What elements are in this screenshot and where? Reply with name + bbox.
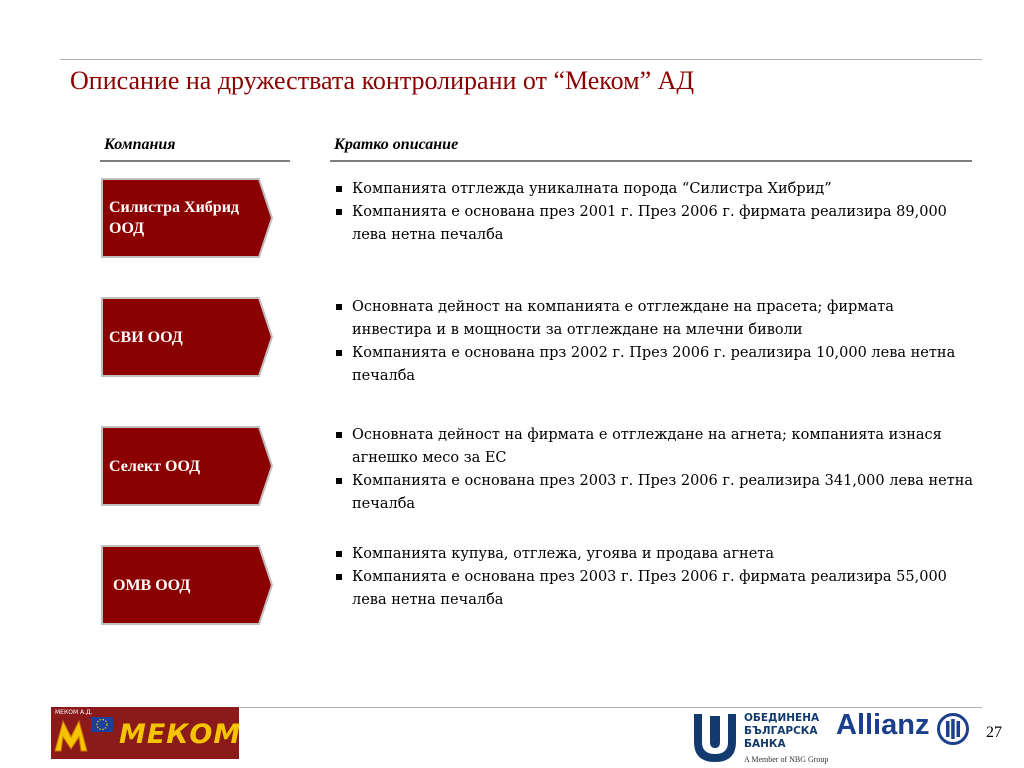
footer-rule xyxy=(240,707,982,708)
description-bullet: Компанията отглежда уникалната порода “Силистра Хибрид” xyxy=(334,178,974,201)
top-rule xyxy=(60,59,982,60)
company-column-rule xyxy=(100,160,290,162)
description-bullet: Основната дейност на фирмата е отглеждане на агнета; компанията изнася агнешко месо за ЕС xyxy=(334,424,974,470)
meko-small-text: МЕКОМ А.Д. xyxy=(55,709,93,716)
meko-logo xyxy=(51,707,242,759)
page-number: 27 xyxy=(986,724,1002,741)
description-column-rule xyxy=(330,160,972,162)
company-name: СВИ ООД xyxy=(109,328,183,346)
company-name: Селект ООД xyxy=(109,457,201,475)
company-name: ОМВ ООД xyxy=(113,576,191,594)
company-chevron xyxy=(101,545,273,625)
company-chevron xyxy=(101,426,273,506)
company-description xyxy=(334,424,974,516)
description-bullet: Основната дейност на компанията е отглеждане на прасета; фирмата инвестира и в мощности за отглеждане на млечни биволи xyxy=(334,296,974,342)
company-description xyxy=(334,296,974,388)
company-chevron xyxy=(101,297,273,377)
slide-title: Описание на дружествата контролирани от “Меком” АД xyxy=(70,66,695,95)
ubb-member-text: A Member of NBG Group xyxy=(744,755,829,764)
description-bullet: Компанията е основана през 2001 г. През 2006 г. фирмата реализира 89,000 лева нетна печалба xyxy=(334,201,974,247)
description-bullet: Компанията купува, отглежа, угоява и продава агнета xyxy=(334,543,974,566)
company-description xyxy=(334,543,974,612)
column-header-description: Кратко описание xyxy=(334,136,459,153)
company-chevron xyxy=(101,178,273,258)
meko-logo-text: МЕКОМ xyxy=(119,719,242,750)
allianz-eagle-icon xyxy=(937,713,969,745)
ubb-logo-text: ОБЕДИНЕНА БЪЛГАРСКА БАНКА xyxy=(744,712,820,750)
description-bullet: Компанията е основана прз 2002 г. През 2006 г. реализира 10,000 лева нетна печалба xyxy=(334,342,974,388)
company-name: Силистра Хибрид ООД xyxy=(109,199,240,237)
description-bullet: Компанията е основана през 2003 г. През 2006 г. фирмата реализира 55,000 лева нетна печалба xyxy=(334,566,974,612)
allianz-logo-text: Allianz xyxy=(836,709,930,741)
ubb-logo-icon xyxy=(690,712,740,764)
description-bullet: Компанията е основана през 2003 г. През 2006 г. реализира 341,000 лева нетна печалба xyxy=(334,470,974,516)
company-description xyxy=(334,178,974,247)
column-header-company: Компания xyxy=(104,136,176,153)
